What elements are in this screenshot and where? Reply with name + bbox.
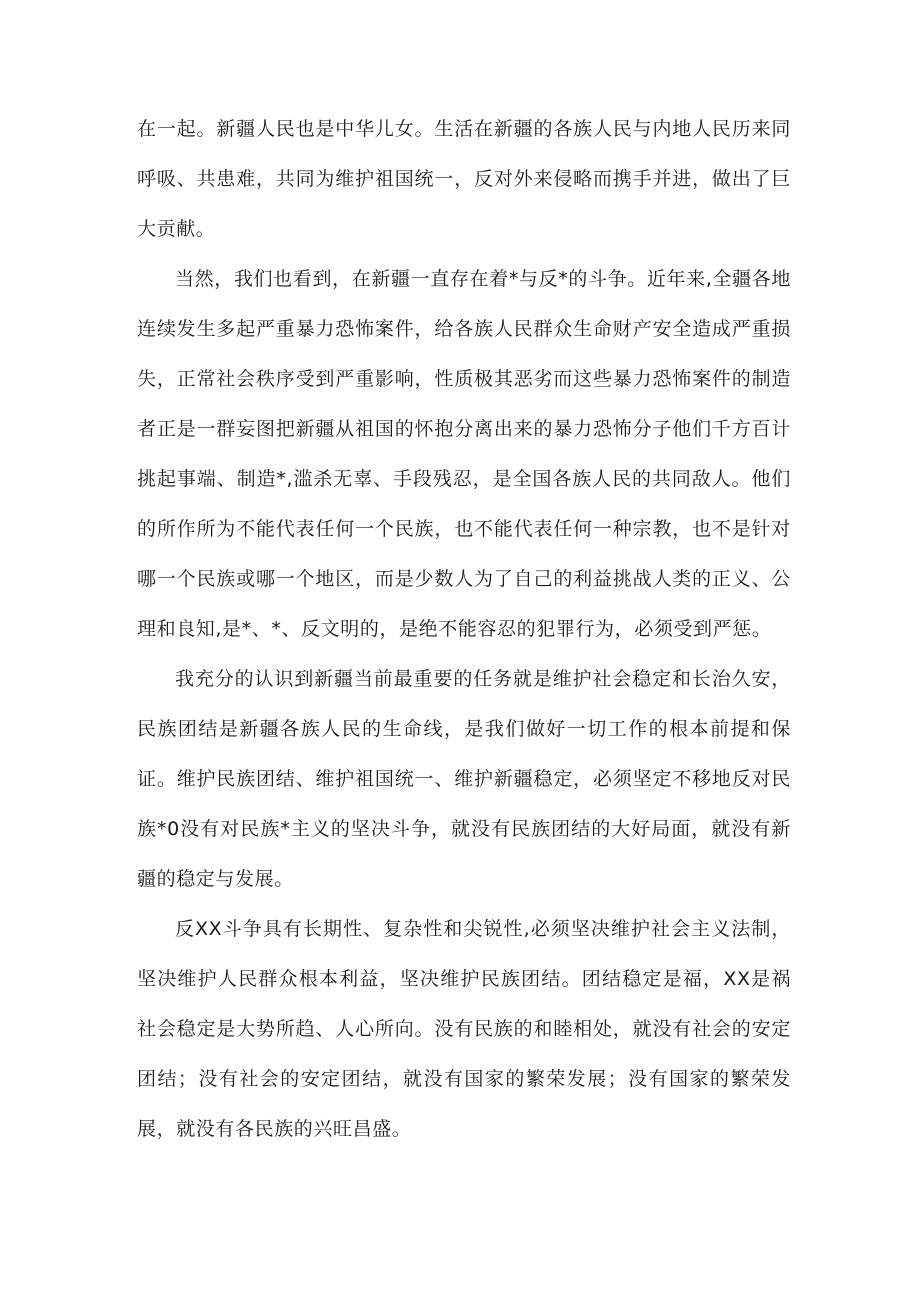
paragraph-3: 我充分的认识到新疆当前最重要的任务就是维护社会稳定和长治久安，民族团结是新疆各族人民的生命线，是我们做好一切工作的根本前提和保证。维护民族团结、维护祖国统一、维护新疆稳定，必须坚定不移地反对民族*0没有对民族*主义的坚决斗争，就没有民族团结的大好局面，就没有新疆的稳定与发展。 — [137, 668, 791, 890]
paragraph-2: 当然，我们也看到，在新疆一直存在着*与反*的斗争。近年来,全疆各地连续发生多起严重暴力恐怖案件，给各族人民群众生命财产安全造成严重损失，正常社会秩序受到严重影响，性质极其恶劣而这些暴力恐怖案件的制造者正是一群妄图把新疆从祖国的怀抱分离出来的暴力恐怖分子他们千方百计挑起事端、制造*,滥杀无辜、手段残忍，是全国各族人民的共同敌人。他们的所作所为不能代表任何一个民族，也不能代表任何一种宗教，也不是针对哪一个民族或哪一个地区，而是少数人为了自己的利益挑战人类的正义、公理和良知,是*、*、反文明的，是绝不能容忍的犯罪行为，必须受到严惩。 — [137, 268, 791, 640]
document-body — [137, 104, 791, 1154]
paragraph-1: 在一起。新疆人民也是中华儿女。生活在新疆的各族人民与内地人民历来同呼吸、共患难，共同为维护祖国统一，反对外来侵略而携手并进，做出了巨大贡献。 — [137, 118, 791, 240]
paragraph-4: 反XX斗争具有长期性、复杂性和尖锐性,必须坚决维护社会主义法制，坚决维护人民群众根本利益，坚决维护民族团结。团结稳定是福，XX是祸社会稳定是大势所趋、人心所向。没有民族的和睦相处，就没有社会的安定团结；没有社会的安定团结，就没有国家的繁荣发展；没有国家的繁荣发展，就没有各民族的兴旺昌盛。 — [137, 918, 791, 1140]
